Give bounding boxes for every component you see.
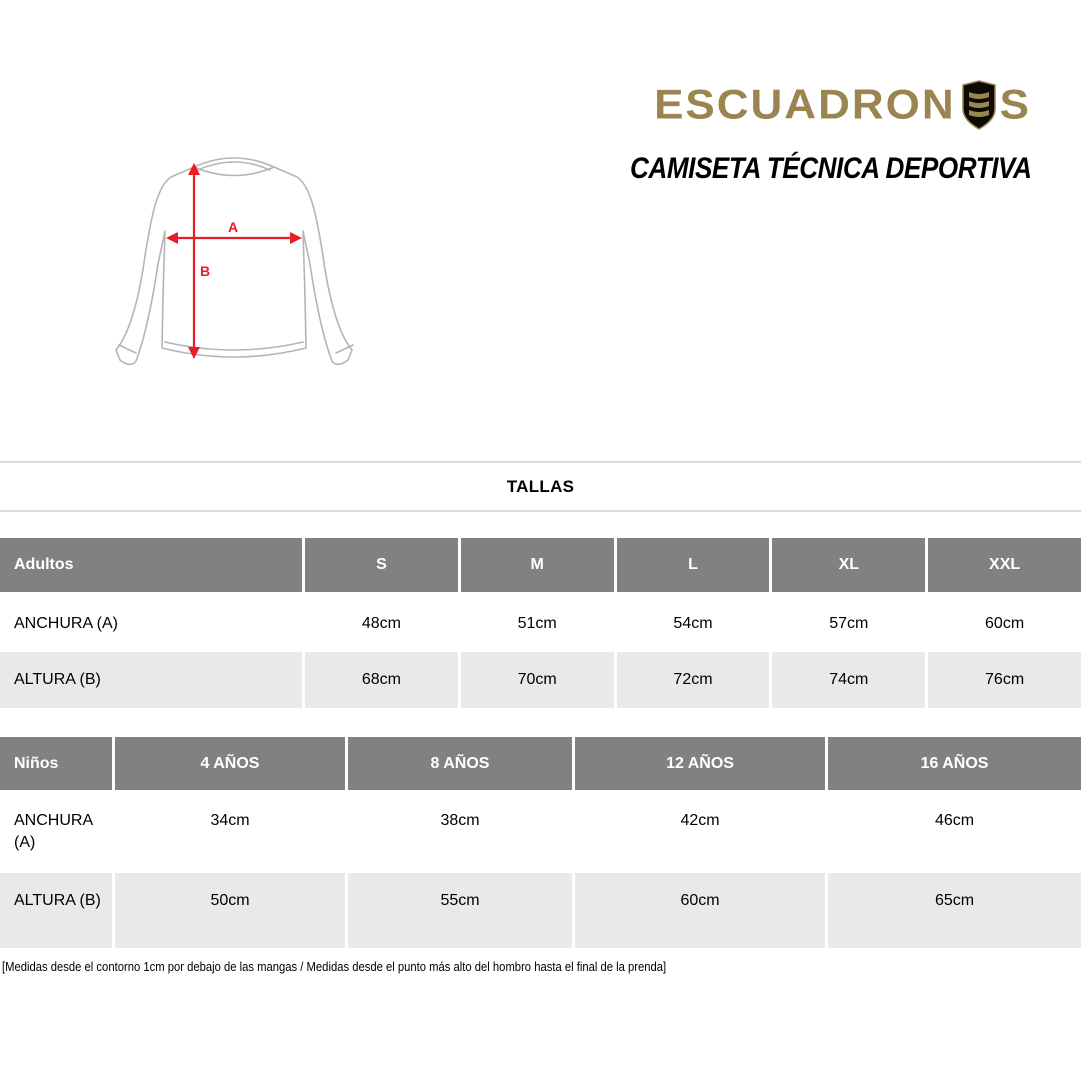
adults-size-table [0,538,1081,708]
left-cuff-line [119,345,136,353]
size-section-title: TALLAS [506,477,575,496]
adults-col-header-m: M [461,538,614,592]
shirt-diagram [88,126,388,398]
size-value-cell: 34cm [210,812,250,829]
size-value-cell: 72cm [617,652,770,708]
size-value-cell: 51cm [517,614,557,632]
adults-header-label: Adultos [0,538,302,592]
height-measure-label: B [200,263,211,279]
size-value-cell: 74cm [772,652,925,708]
size-value-cell: 68cm [305,652,458,708]
collar-rib-line [198,162,270,170]
measurement-footnote: [Medidas desde el contorno 1cm por debajo de las mangas / Medidas desde el punto más alto del hombro hasta el final de la prenda] [2,960,667,974]
kids-width-row [0,793,1081,873]
size-value-cell: 70cm [461,652,614,708]
kids-header-label: Niños [0,737,112,790]
brand-block [570,80,1031,186]
shirt-outline [116,158,353,364]
collar-neckline [194,167,274,176]
row-label: ALTURA (B) [0,652,302,708]
size-value-cell: 46cm [934,812,975,829]
kids-height-row [0,873,1081,948]
size-value-cell: 65cm [828,873,1081,948]
adults-height-row [0,652,1081,708]
size-value-cell: 42cm [680,812,720,829]
height-arrow-icon [188,163,200,359]
brand-logo [654,80,1031,130]
kids-col-header-12: 12 AÑOS [575,737,825,790]
kids-col-header-8: 8 AÑOS [348,737,572,790]
kids-header-row [0,737,1081,790]
kids-col-header-16: 16 AÑOS [828,737,1081,790]
size-value-cell: 55cm [348,873,572,948]
kids-size-table [0,737,1081,948]
adults-col-header-xxl: XXL [928,538,1081,592]
width-measure-label: A [228,219,239,235]
size-value-cell: 60cm [985,614,1025,632]
divider-top [0,461,1081,463]
size-value-cell: 76cm [928,652,1081,708]
squadron-shield-icon [961,80,997,130]
divider-bottom [0,510,1081,512]
logo-text-suffix: S [999,81,1031,128]
logo-text-prefix: ESCUADRON [654,81,956,128]
row-label: ANCHURA (A) [14,812,93,851]
adults-col-header-xl: XL [772,538,925,592]
hem-line [165,342,303,350]
size-value-cell: 54cm [673,614,713,632]
row-label: ALTURA (B) [0,873,112,948]
size-value-cell: 38cm [440,812,480,829]
size-value-cell: 50cm [115,873,345,948]
product-title: CAMISETA TÉCNICA DEPORTIVA [629,152,1031,185]
row-label: ANCHURA (A) [14,614,119,632]
adults-col-header-l: L [617,538,770,592]
size-value-cell: 48cm [361,614,401,632]
size-value-cell: 60cm [575,873,825,948]
kids-col-header-4: 4 AÑOS [115,737,345,790]
adults-col-header-s: S [305,538,458,592]
adults-width-row [0,595,1081,652]
size-value-cell: 57cm [829,614,869,632]
adults-header-row [0,538,1081,592]
